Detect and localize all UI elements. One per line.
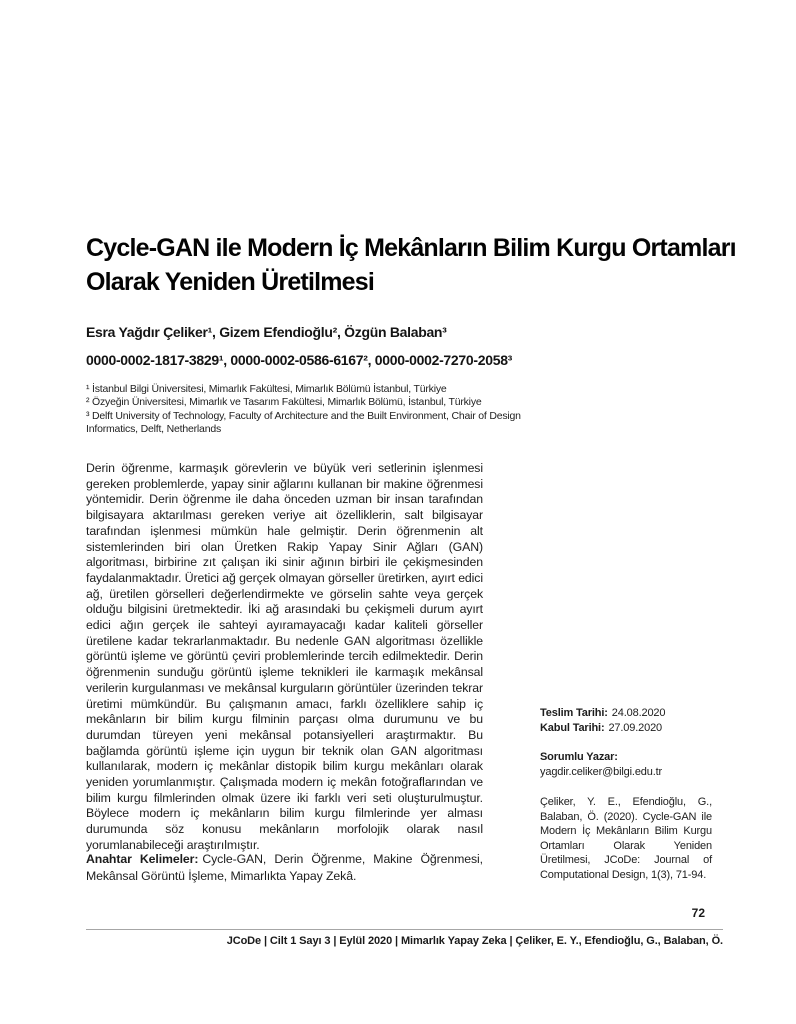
corresponding-author-label: Sorumlu Yazar:	[540, 751, 618, 763]
citation-text: Çeliker, Y. E., Efendioğlu, G., Balaban, Ö. (2020). Cycle-GAN ile Modern İç Mekânların Bilim Kurgu Ortamları Olarak Yeniden Üretilmesi, JCoDe: Journal of Computational Design, 1(3), 71-94.	[540, 796, 712, 881]
orcid-line: 0000-0002-1817-3829¹, 0000-0002-0586-6167², 0000-0002-7270-2058³	[86, 352, 513, 368]
accepted-date-line	[540, 721, 712, 736]
abstract-text: Derin öğrenme, karmaşık görevlerin ve büyük veri setlerinin işlenmesi gereken problemlerde, yapay sinir ağlarını kullanan bir makine öğrenmesi yöntemidir. Derin öğrenme ile daha önceden uzman bir insan tarafından bilgisayara aktarılması gereken veriye ait özelliklerin, salt bilgisayar tarafından işlenmesi mümkün hale gelmiştir. Derin öğrenmenin alt sistemlerinden biri olan Üretken Rakip Yapay Sinir Ağları (GAN) algoritması, birbirine zıt çalışan iki sinir ağının birbiri ile çekişmesinden faydalanmaktadır. Üretici ağ gerçek olmayan görseller üretirken, ayırt edici ağ, üretilen görselleri değerlendirmekte ve görselin sahte veya gerçek olduğu bilgisini üretmektedir. İki ağ arasındaki bu çekişmeli durum ayırt edici ağın gerçek ile sahteyi ayıramayacağı kadar kaliteli görseller üretilene kadar tekrarlanmaktadır. Bu nedenle GAN algoritması özellikle görüntü işleme ve görüntü çeviri problemlerinde tercih edilmektedir. Derin öğrenmenin sunduğu görüntü işleme teknikleri ile karmaşık mekânsal verilerin kurgulanması ve mekânsal kurguların görüntüler üzerinden tekrar üretimi mümkündür. Bu çalışmanın amacı, farklı özelliklere sahip iç mekânların bir bilim kurgu filminin parçası olma durumunu ve bu durumdan türeyen yeni mekânsal potansiyelleri araştırmaktır. Bu bağlamda görüntü işleme için uygun bir teknik olan GAN algoritması kullanılarak, modern iç mekânlar distopik bilim kurgu mekânları olarak yeniden yorumlanmıştır. Çalışmada modern iç mekân fotoğraflarından ve bilim kurgu filmlerinden olmak üzere iki farklı veri seti oluşturulmuştur. Böylece modern iç mekânların bilim kurgu filmlerinde yer alması durumunda söz konusu mekânların morfolojik olarak nasıl yorumlanabileceği araştırılmıştır.	[86, 461, 483, 852]
footer-journal-line: JCoDe | Cilt 1 Sayı 3 | Eylül 2020 | Mimarlık Yapay Zeka | Çeliker, E. Y., Efendioğlu, G., Balaban, Ö.	[226, 935, 723, 947]
submitted-date-value: 24.08.2020	[611, 707, 666, 719]
authors-line: Esra Yağdır Çeliker¹, Gizem Efendioğlu², Özgün Balaban³	[86, 324, 447, 340]
page-title	[86, 231, 736, 299]
keywords-label: Anahtar Kelimeler:	[86, 852, 199, 866]
submitted-date-label: Teslim Tarihi:	[540, 707, 608, 719]
affiliation-3: ³ Delft University of Technology, Faculty of Architecture and the Built Environment, Chair of Design Informatics, Delft, Netherlands	[86, 409, 521, 436]
sidebar	[540, 706, 712, 882]
page-number: 72	[691, 906, 705, 920]
accepted-date-label: Kabul Tarihi:	[540, 721, 605, 734]
submitted-date-line	[540, 706, 712, 721]
title-line-2: Olarak Yeniden Üretilmesi	[86, 268, 375, 296]
keywords-line	[86, 851, 483, 885]
accepted-date-value: 27.09.2020	[608, 721, 663, 734]
affiliations	[86, 383, 538, 437]
affiliation-1: ¹ İstanbul Bilgi Üniversitesi, Mimarlık Fakültesi, Mimarlık Bölümü İstanbul, Türkiye	[86, 383, 447, 395]
title-line-1: Cycle-GAN ile Modern İç Mekânların Bilim Kurgu Ortamları	[86, 234, 736, 262]
footer-divider	[86, 929, 723, 930]
corresponding-author-email: yagdir.celiker@bilgi.edu.tr	[540, 765, 663, 778]
affiliation-2: ² Özyeğin Üniversitesi, Mimarlık ve Tasarım Fakültesi, Mimarlık Bölümü, İstanbul, Türkiye	[86, 396, 482, 409]
keywords-list: Cycle-GAN, Derin Öğrenme, Makine Öğrenmesi, Mekânsal Görüntü İşleme, Mimarlıkta Yapay Zekâ.	[86, 852, 483, 883]
